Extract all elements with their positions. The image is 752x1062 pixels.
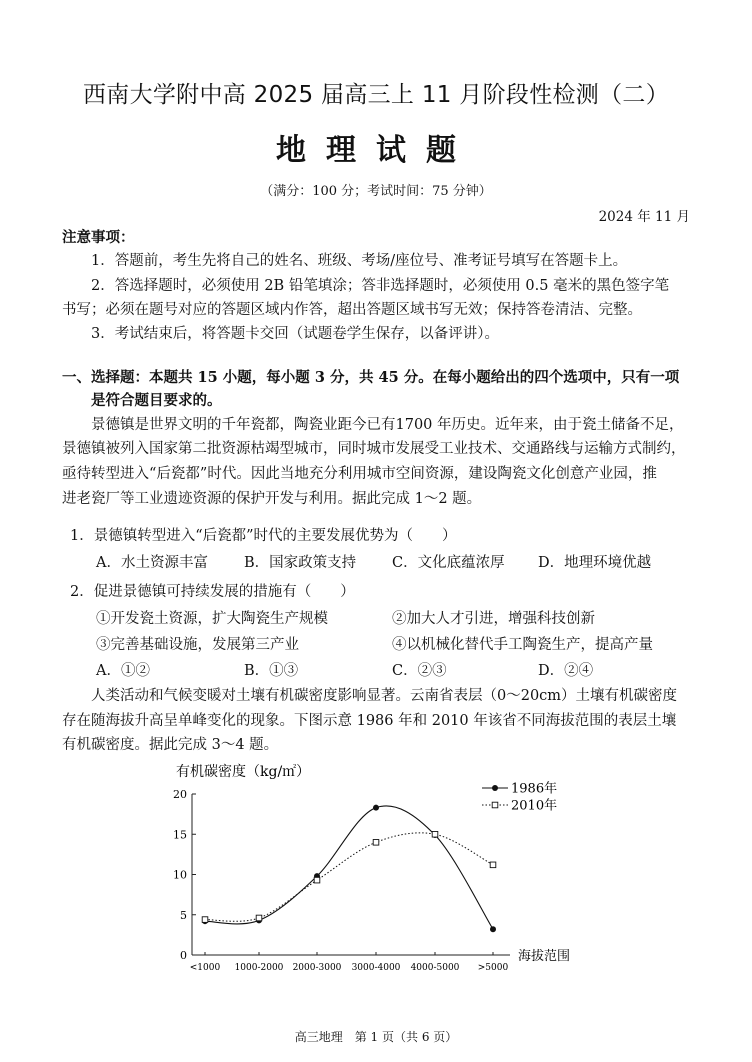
question-1-option-b: B．国家政策支持	[244, 555, 357, 571]
passage-line: 景德镇是世界文明的千年瓷都，陶瓷业距今已有1700 年历史。近年来，由于瓷土储备不足，	[91, 417, 684, 433]
question-2-option-a: A．①②	[96, 663, 150, 679]
question-1-stem: 1．景德镇转型进入“后瓷都”时代的主要发展优势为（ ）	[70, 528, 457, 544]
x-tick-label: <1000	[189, 963, 221, 973]
question-2-option-b: B．①③	[244, 663, 299, 679]
question-2-item-4: ④以机械化替代手工陶瓷生产，提高产量	[392, 637, 653, 653]
subject-title: 地理试题	[276, 133, 476, 168]
passage-line: 景德镇被列入国家第二批资源枯竭型城市，同时城市发展受工业技术、交通路线与运输方式制约，	[62, 441, 686, 457]
passage-line: 亟待转型进入“后瓷都”时代。因此当地充分利用城市空间资源，建设陶瓷文化创意产业园，推	[62, 466, 657, 482]
x-tick-label: 4000-5000	[410, 963, 460, 973]
x-tick-label: 1000-2000	[234, 963, 284, 973]
question-2-stem: 2．促进景德镇可持续发展的措施有（ ）	[70, 584, 355, 600]
series-line-0	[205, 806, 493, 929]
question-2-item-3: ③完善基础设施，发展第三产业	[96, 637, 299, 653]
passage-line: 进老瓷厂等工业遗迹资源的保护开发与利用。据此完成 1～2 题。	[62, 491, 482, 507]
x-tick-label: >5000	[477, 963, 509, 973]
question-1-option-a: A．水土资源丰富	[96, 555, 208, 571]
data-point-1986	[490, 926, 496, 932]
passage-line: 有机碳密度。据此完成 3～4 题。	[62, 737, 279, 753]
section-heading: 一、选择题：本题共 15 小题，每小题 3 分，共 45 分。在每小题给出的四个选项中，只有一项	[62, 369, 680, 386]
school-exam-title: 西南大学附中高 2025 届高三上 11 月阶段性检测（二）	[82, 82, 670, 108]
data-point-2010	[373, 840, 379, 846]
y-tick-label: 20	[173, 788, 187, 801]
x-axis-label: 海拔范围	[518, 949, 571, 964]
legend-marker	[492, 802, 498, 808]
data-point-2010	[202, 917, 208, 923]
question-1-option-c: C．文化底蕴浓厚	[392, 555, 505, 571]
data-point-2010	[256, 915, 262, 921]
x-tick-label: 3000-4000	[351, 963, 401, 973]
legend-label: 2010年	[511, 798, 558, 814]
y-tick-label: 15	[173, 828, 187, 842]
data-point-2010	[490, 862, 496, 868]
notice-item: 3．考试结束后，将答题卡交回（试题卷学生保存，以备评讲）。	[91, 326, 499, 342]
question-2-option-c: C．②③	[392, 663, 447, 679]
passage-line: 人类活动和气候变暖对土壤有机碳密度影响显著。云南省表层（0～20cm）土壤有机碳密度	[91, 688, 678, 704]
passage-line: 存在随海拔升高呈单峰变化的现象。下图示意 1986 年和 2010 年该省不同海拔范围的表层土壤	[62, 713, 677, 729]
data-point-2010	[432, 831, 438, 837]
data-point-2010	[314, 877, 320, 883]
y-tick-label: 5	[180, 908, 187, 922]
notice-item: 2．答选择题时，必须使用 2B 铅笔填涂；答非选择题时，必须使用 0.5 毫米的黑色签字笔	[91, 278, 670, 294]
y-ticks	[173, 788, 196, 962]
data-point-1986	[373, 805, 379, 811]
x-tick-label: 2000-3000	[292, 963, 342, 973]
question-2-item-2: ②加大人才引进，增强科技创新	[392, 611, 595, 627]
y-axis-label: 有机碳密度（kg/㎡）	[176, 764, 311, 780]
question-2-item-1: ①开发瓷土资源，扩大陶瓷生产规模	[96, 611, 328, 627]
series-line-1	[205, 833, 493, 921]
notice-heading: 注意事项：	[62, 229, 135, 246]
series-layer	[202, 805, 496, 933]
page-footer: 高三地理 第 1 页（共 6 页）	[294, 1030, 458, 1044]
legend	[482, 781, 557, 814]
exam-date: 2024 年 11 月	[598, 209, 690, 225]
question-2-option-d: D．②④	[538, 663, 594, 679]
notice-item-continued: 书写；必须在题号对应的答题区域内作答，超出答题区域书写无效；保持答卷清洁、完整。	[62, 302, 642, 318]
y-tick-label: 0	[180, 949, 187, 962]
question-1-option-d: D．地理环境优越	[538, 555, 652, 571]
legend-label: 1986年	[511, 781, 558, 797]
notice-item: 1．答题前，考生先将自己的姓名、班级、考场/座位号、准考证号填写在答题卡上。	[91, 253, 628, 269]
legend-marker	[492, 785, 498, 791]
soil-carbon-chart	[170, 760, 610, 975]
y-tick-label: 10	[173, 868, 187, 882]
exam-info: （满分：100 分；考试时间：75 分钟）	[260, 184, 492, 199]
section-heading-continued: 是符合题目要求的。	[91, 392, 222, 409]
